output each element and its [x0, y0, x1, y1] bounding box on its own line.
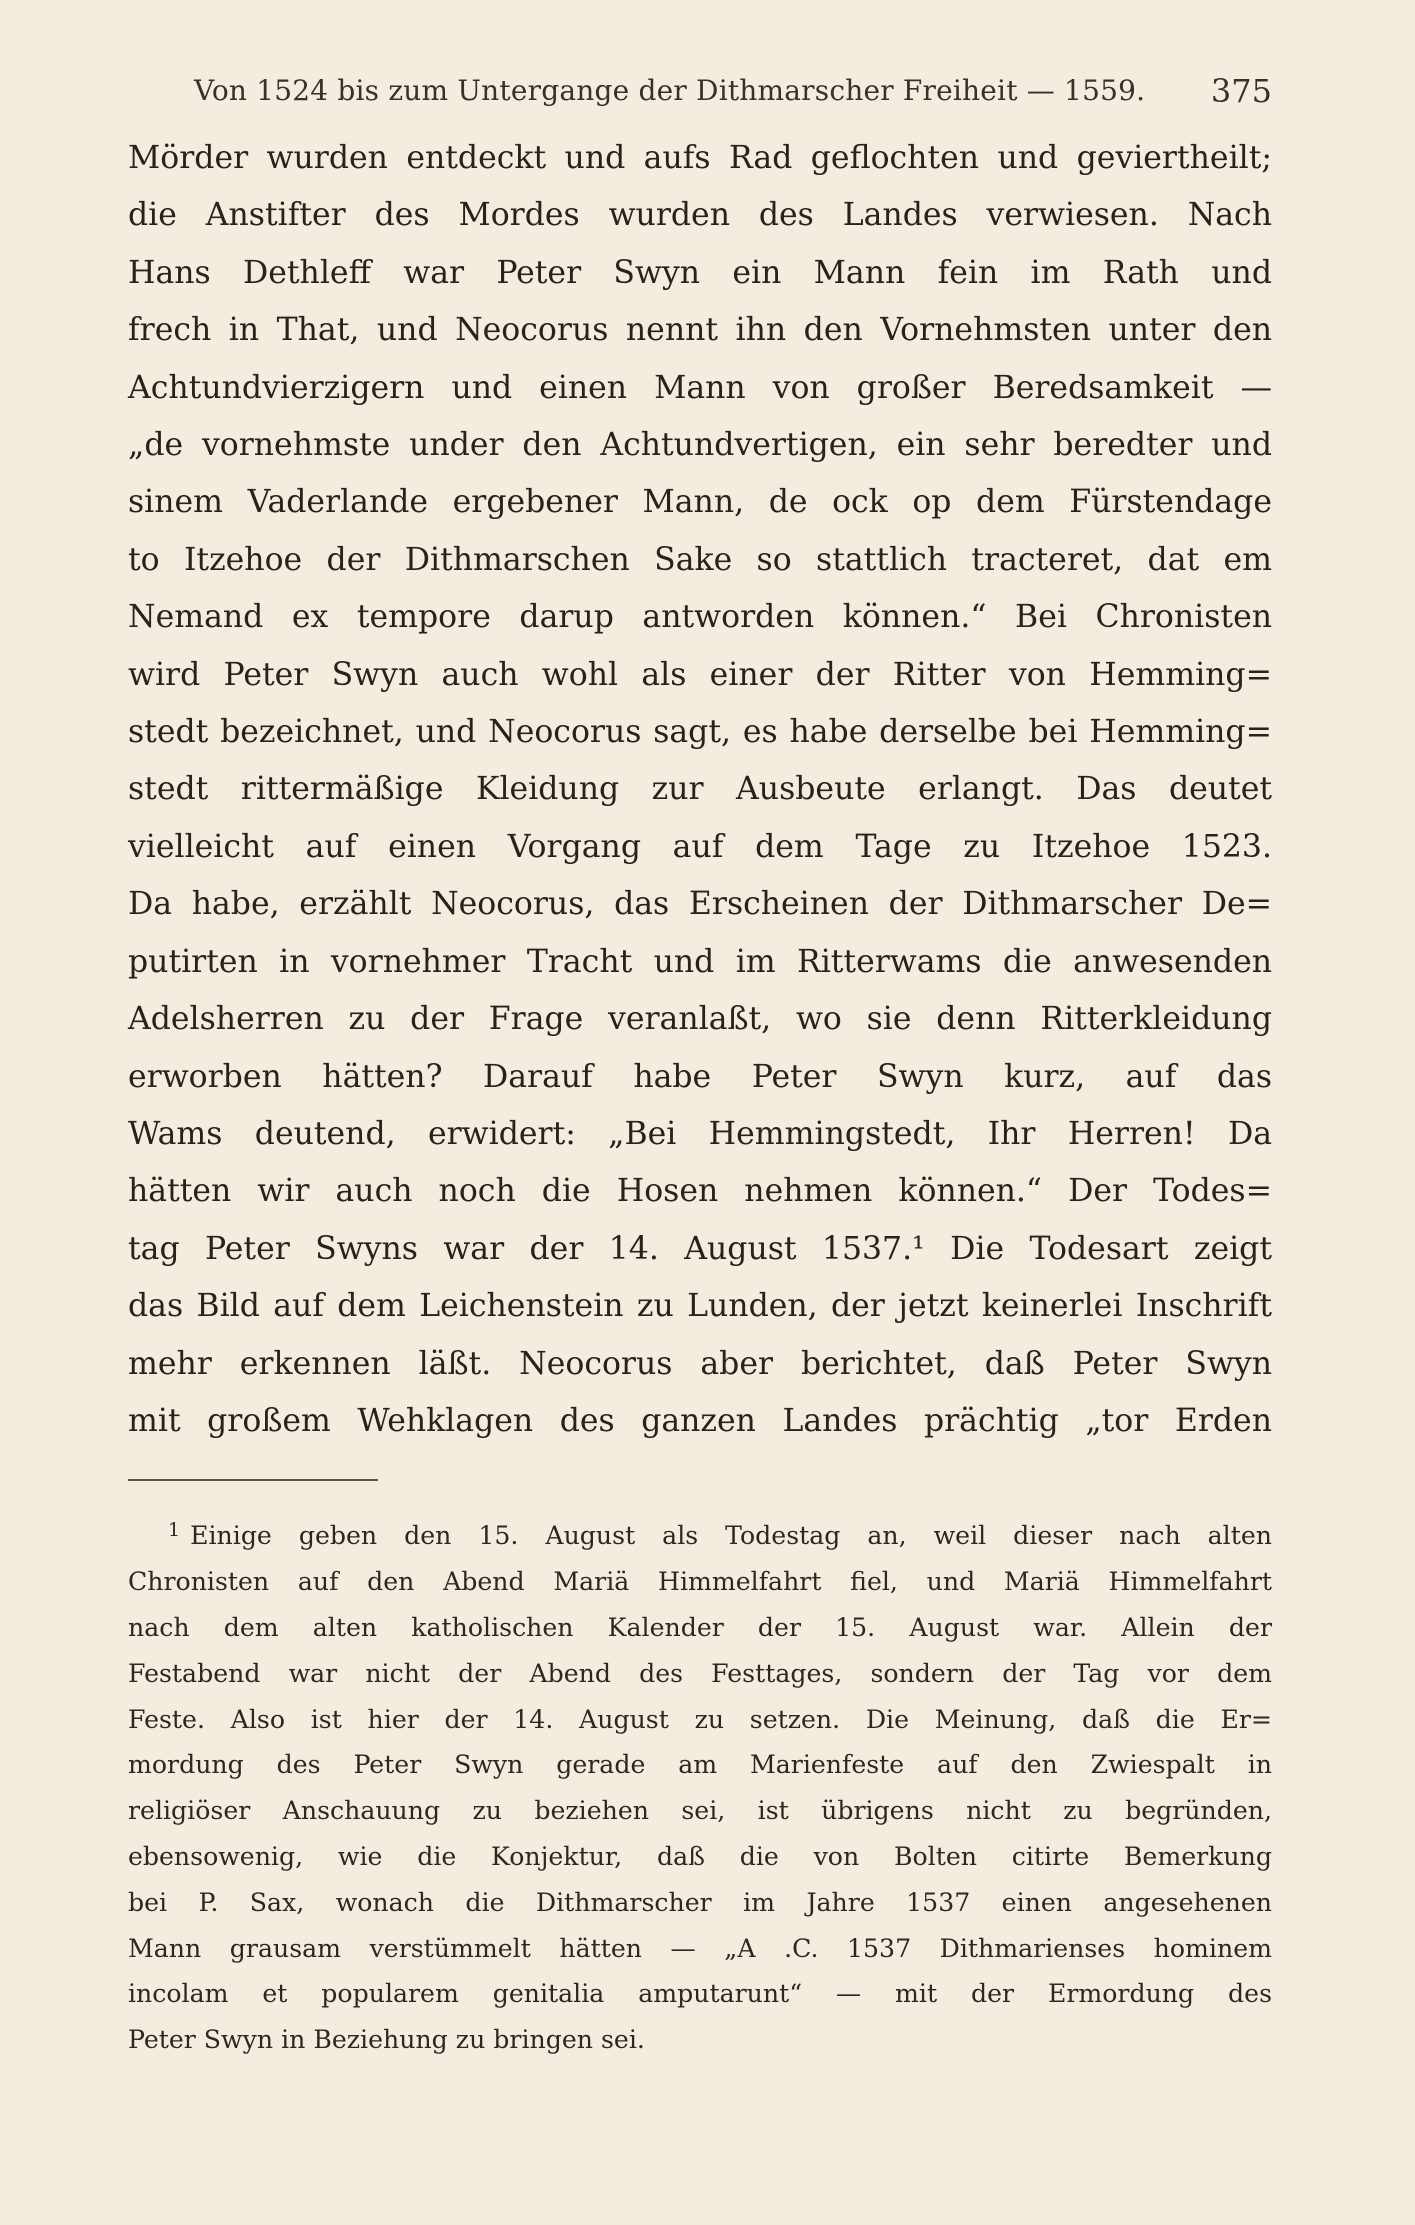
text-line: Adelsherren zu der Frage veranlaßt, wo sie denn Ritterkleidung [128, 1001, 1272, 1038]
book-page [128, 66, 1272, 2176]
footnote-line: mordung des Peter Swyn gerade am Marienfeste auf den Zwiespalt in [128, 1750, 1272, 1780]
footnote-line: Peter Swyn in Beziehung zu bringen sei. [128, 2025, 645, 2055]
text-line: tag Peter Swyns war der 14. August 1537.¹ Die Todesart zeigt [128, 1230, 1272, 1267]
footnote [128, 1508, 1272, 2063]
footnote-line: incolam et popularem genitalia amputarunt“ — mit der Ermordung des [128, 1979, 1272, 2009]
footnote-line: Chronisten auf den Abend Mariä Himmelfahrt fiel, und Mariä Himmelfahrt [128, 1567, 1272, 1597]
footnote-line: bei P. Sax, wonach die Dithmarscher im Jahre 1537 einen angesehenen [128, 1887, 1272, 1917]
text-line: Nemand ex tempore darup antworden können.“ Bei Chronisten [128, 599, 1272, 636]
running-title: Von 1524 bis zum Untergange der Dithmarscher Freiheit — 1559. [194, 74, 1146, 107]
text-line: frech in That, und Neocorus nennt ihn den Vornehmsten unter den [128, 312, 1272, 349]
text-line: Achtundvierzigern und einen Mann von großer Beredsamkeit — [128, 369, 1272, 406]
page-number: 375 [1210, 72, 1272, 110]
footnote-divider [128, 1479, 378, 1481]
text-line: das Bild auf dem Leichenstein zu Lunden, der jetzt keinerlei Inschrift [128, 1288, 1272, 1325]
footnote-line: Festabend war nicht der Abend des Festtages, sondern der Tag vor dem [128, 1658, 1272, 1688]
footnote-line: nach dem alten katholischen Kalender der 15. August war. Allein der [128, 1612, 1272, 1642]
text-line: Mörder wurden entdeckt und aufs Rad geflochten und geviertheilt; [128, 140, 1272, 176]
footnote-line: Mann grausam verstümmelt hätten — „A .C. 1537 Dithmarienses hominem [128, 1933, 1272, 1963]
footnote-marker: 1 [168, 1519, 181, 1542]
footnote-text: Einige geben den 15. August als Todestag an, weil dieser nach alten [190, 1521, 1272, 1551]
text-line: hätten wir auch noch die Hosen nehmen können.“ Der Todes= [128, 1173, 1272, 1210]
text-line: stedt bezeichnet, und Neocorus sagt, es habe derselbe bei Hemming= [128, 714, 1272, 751]
running-head [128, 66, 1272, 116]
text-line: die Anstifter des Mordes wurden des Landes verwiesen. Nach [128, 197, 1272, 234]
text-line: mehr erkennen läßt. Neocorus aber berichtet, daß Peter Swyn [128, 1345, 1272, 1382]
text-line: sinem Vaderlande ergebener Mann, de ock op dem Fürstendage [128, 484, 1272, 521]
text-line: stedt rittermäßige Kleidung zur Ausbeute erlangt. Das deutet [128, 771, 1272, 808]
footnote-line [128, 1508, 1272, 1559]
text-line: Da habe, erzählt Neocorus, das Erscheinen der Dithmarscher De= [128, 886, 1272, 923]
main-text [128, 130, 1272, 1450]
text-line: mit großem Wehklagen des ganzen Landes prächtig „tor Erden [128, 1402, 1272, 1439]
footnote-line: religiöser Anschauung zu beziehen sei, ist übrigens nicht zu begründen, [128, 1796, 1272, 1826]
text-line: to Itzehoe der Dithmarschen Sake so stattlich tracteret, dat em [128, 541, 1272, 578]
text-line: Wams deutend, erwidert: „Bei Hemmingstedt, Ihr Herren! Da [128, 1115, 1272, 1152]
footnote-line: Feste. Also ist hier der 14. August zu setzen. Die Meinung, daß die Er= [128, 1704, 1272, 1734]
text-line: putirten in vornehmer Tracht und im Ritterwams die anwesenden [128, 943, 1272, 980]
text-line: vielleicht auf einen Vorgang auf dem Tage zu Itzehoe 1523. [128, 828, 1272, 865]
text-line: erworben hätten? Darauf habe Peter Swyn kurz, auf das [128, 1058, 1272, 1095]
text-line: Hans Dethleff war Peter Swyn ein Mann fein im Rath und [128, 254, 1272, 291]
text-line: „de vornehmste under den Achtundvertigen, ein sehr beredter und [128, 427, 1272, 464]
footnote-line: ebensowenig, wie die Konjektur, daß die von Bolten citirte Bemerkung [128, 1841, 1272, 1871]
text-line: wird Peter Swyn auch wohl als einer der Ritter von Hemming= [128, 656, 1272, 693]
